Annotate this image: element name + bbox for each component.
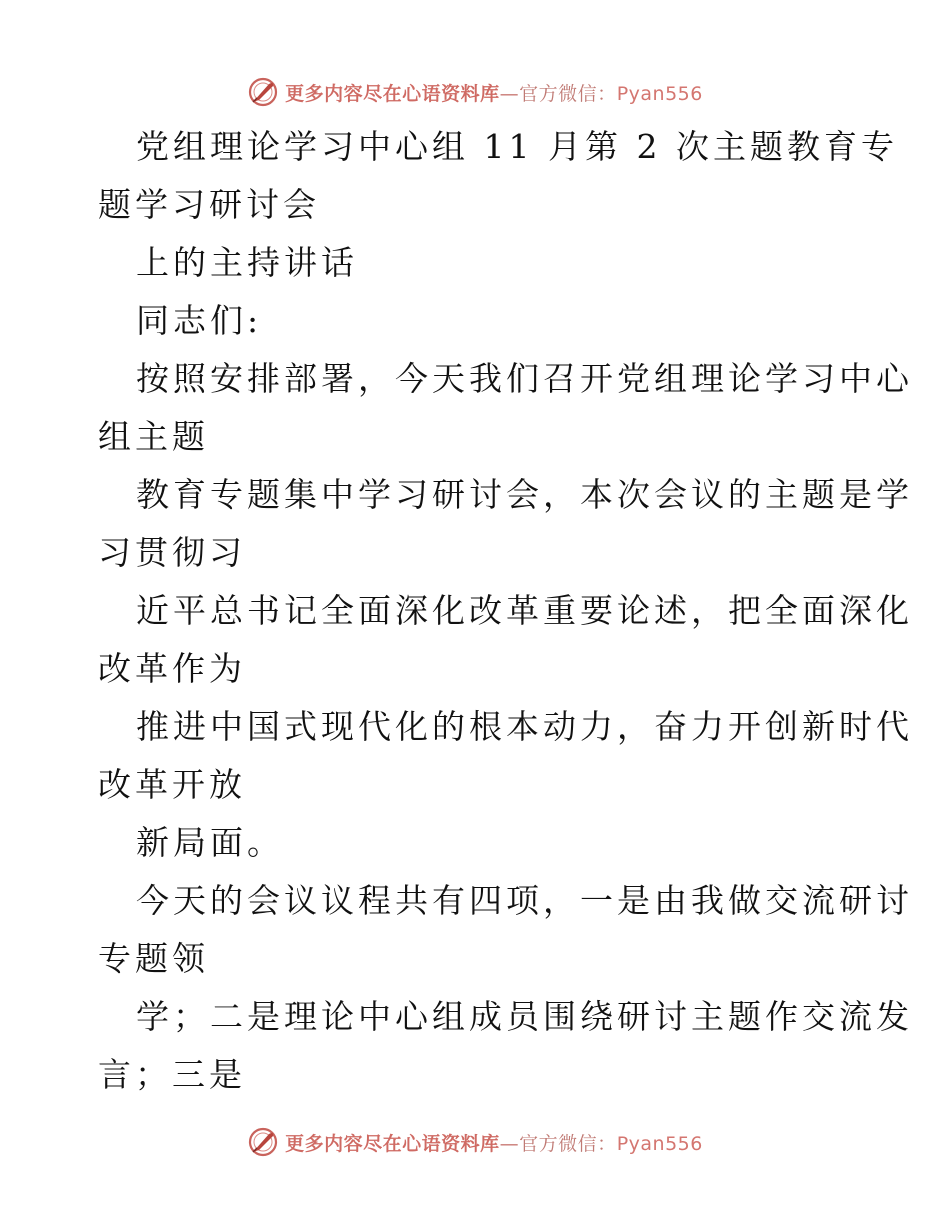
document-line: 教育专题集中学习研讨会，本次会议的主题是学 bbox=[136, 475, 913, 514]
watermark-text bbox=[285, 79, 703, 106]
watermark-handle: Pyan556 bbox=[616, 1132, 703, 1155]
document-body bbox=[98, 118, 913, 1104]
top-watermark bbox=[0, 72, 950, 112]
document-line: 党组理论学习中心组 11 月第 2 次主题教育专 bbox=[136, 127, 898, 166]
watermark-handle: Pyan556 bbox=[616, 82, 703, 105]
watermark-brand: 更多内容尽在心语资料库 bbox=[285, 82, 500, 105]
document-line: 近平总书记全面深化改革重要论述，把全面深化 bbox=[136, 591, 913, 630]
document-line: 同志们: bbox=[136, 301, 263, 340]
bottom-watermark bbox=[0, 1122, 950, 1162]
document-line: 推进中国式现代化的根本动力，奋力开创新时代 bbox=[136, 707, 913, 746]
watermark-separator: — bbox=[499, 82, 520, 105]
document-line: 组主题 bbox=[98, 417, 209, 456]
watermark-brand: 更多内容尽在心语资料库 bbox=[285, 1132, 500, 1155]
document-line: 今天的会议议程共有四项，一是由我做交流研讨 bbox=[136, 881, 913, 920]
document-line: 习贯彻习 bbox=[98, 533, 246, 572]
quill-pen-circle-icon bbox=[247, 76, 279, 108]
document-line: 改革作为 bbox=[98, 649, 246, 688]
watermark-text bbox=[285, 1129, 703, 1156]
document-line: 新局面。 bbox=[136, 823, 284, 862]
document-line: 言；三是 bbox=[98, 1055, 246, 1094]
document-line: 上的主持讲话 bbox=[136, 243, 358, 282]
document-line: 学；二是理论中心组成员围绕研讨主题作交流发 bbox=[136, 997, 913, 1036]
watermark-official: 官方微信： bbox=[519, 1132, 617, 1155]
document-line: 按照安排部署，今天我们召开党组理论学习中心 bbox=[136, 359, 913, 398]
watermark-separator: — bbox=[499, 1132, 520, 1155]
quill-pen-circle-icon bbox=[247, 1126, 279, 1158]
watermark-group bbox=[247, 76, 703, 108]
watermark-group bbox=[247, 1126, 703, 1158]
watermark-official: 官方微信： bbox=[519, 82, 617, 105]
document-line: 改革开放 bbox=[98, 765, 246, 804]
document-line: 题学习研讨会 bbox=[98, 185, 320, 224]
document-line: 专题领 bbox=[98, 939, 209, 978]
